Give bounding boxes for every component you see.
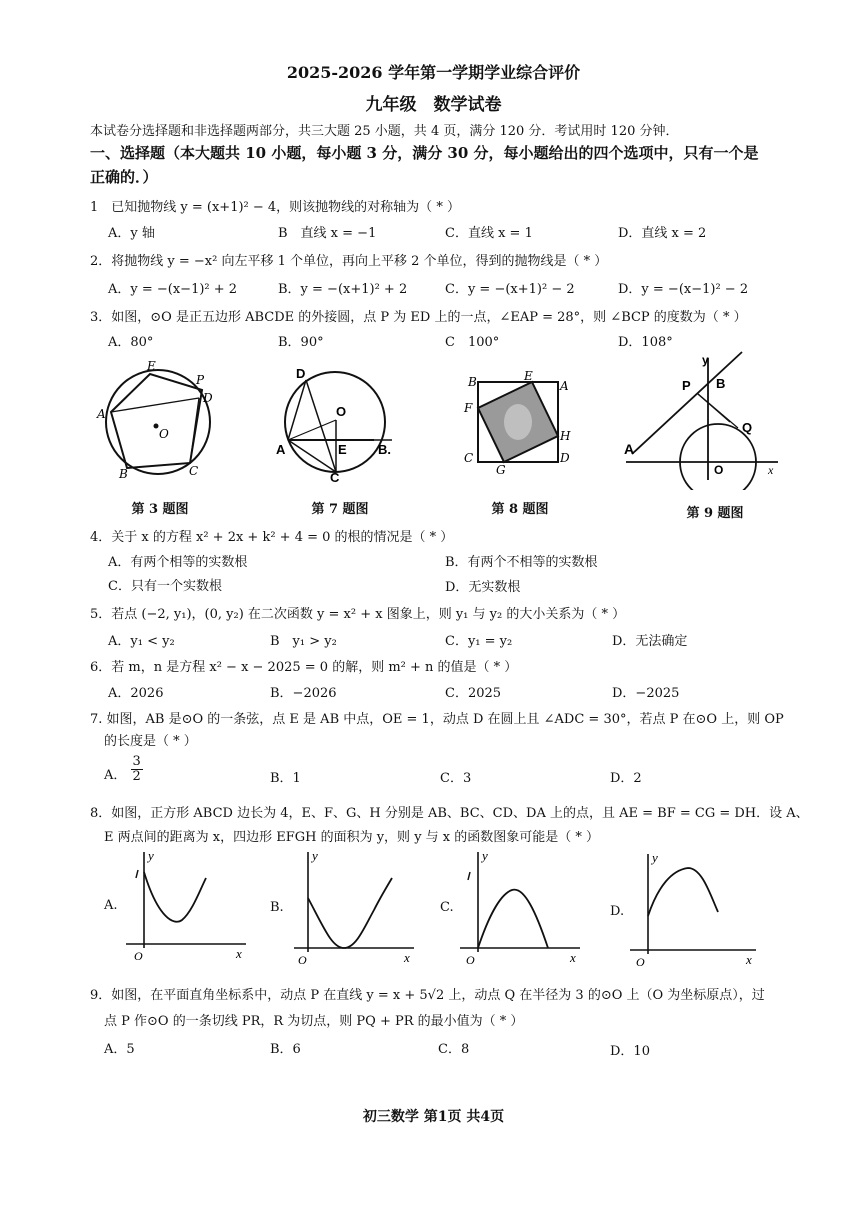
q7-option-b[interactable]: B．1 [270,771,301,786]
section-heading-cont: 正确的．） [90,168,158,186]
figure-3-caption: 第 3 题图 [131,502,189,517]
svg-text:Q: Q [742,420,753,435]
q1-option-c[interactable]: C．直线 x = 1 [445,226,533,241]
q4-option-c[interactable]: C．只有一个实数根 [108,579,222,594]
q9-option-c[interactable]: C．8 [438,1042,470,1057]
question-4-stem: 4．关于 x 的方程 x² + 2x + k² + 4 = 0 的根的情况是（ * ） [90,530,454,545]
svg-text:y: y [482,848,488,863]
svg-text:B.: B. [378,442,391,457]
svg-text:O: O [714,463,724,477]
question-8-stem: 8．如图，正方形 ABCD 边长为 4，E、F、G、H 分别是 AB、BC、CD、DA 上的点，且 AE = BF = CG = DH．设 A、 [90,806,809,821]
q7-option-a-fraction [131,755,143,784]
q8-option-b[interactable]: B. [270,900,284,915]
svg-text:A: A [97,407,106,421]
svg-text:O: O [466,953,475,966]
question-6-stem: 6．若 m，n 是方程 x² − x − 2025 = 0 的解，则 m² + n 的值是（ * ） [90,660,518,675]
svg-text:C: C [189,464,199,478]
svg-text:y: y [702,353,709,367]
svg-text:P: P [682,378,691,393]
question-9-stem: 9．如图，在平面直角坐标系中，动点 P 在直线 y = x + 5√2 上，动点 Q 在半径为 3 的⊙O 上（O 为坐标原点），过 [90,988,765,1003]
svg-text:E: E [147,360,156,373]
q7-option-c[interactable]: C．3 [440,771,472,786]
svg-text:D: D [560,451,570,465]
q2-option-b[interactable]: B．y = −(x+1)² + 2 [278,282,408,297]
q8-graph-c [456,848,586,966]
svg-text:C: C [330,470,340,484]
question-9-stem-cont: 点 P 作⊙O 的一条切线 PR，R 为切点，则 PQ + PR 的最小值为（ * ） [104,1014,524,1029]
q1-option-a[interactable]: A．y 轴 [108,226,155,241]
page-footer: 初三数学 第1页 共4页 [362,1109,505,1125]
svg-text:x: x [768,463,774,477]
figure-7-caption: 第 7 题图 [311,502,369,517]
q9-option-b[interactable]: B．6 [270,1042,301,1057]
q4-option-a[interactable]: A．有两个相等的实数根 [108,555,248,570]
q8-option-d[interactable]: D. [610,904,625,919]
q7-option-a[interactable] [104,754,143,784]
q4-option-b[interactable]: B．有两个不相等的实数根 [445,555,598,570]
svg-text:P: P [196,373,205,387]
figure-8-square [460,370,580,480]
figure-9-coordinate [618,350,788,490]
svg-text:O: O [636,955,645,968]
q1-option-d[interactable]: D．直线 x = 2 [618,226,707,241]
svg-text:F: F [464,401,473,415]
q5-option-c[interactable]: C．y₁ = y₂ [445,634,513,649]
question-1-stem: 1 已知抛物线 y = (x+1)² − 4，则该抛物线的对称轴为（ * ） [90,200,460,215]
q3-option-b[interactable]: B．90° [278,335,324,350]
q6-option-c[interactable]: C．2025 [445,686,502,701]
q3-option-a[interactable]: A．80° [108,335,154,350]
q5-option-b[interactable]: B y₁ > y₂ [270,634,337,649]
q1-option-b[interactable]: B 直线 x = −1 [278,226,377,241]
q9-option-a[interactable]: A．5 [104,1042,135,1057]
exam-intro: 本试卷分选择题和非选择题两部分，共三大题 25 小题，共 4 页，满分 120 分．考试用时 120 分钟． [90,124,679,139]
q8-option-a[interactable]: A. [104,898,118,913]
svg-text:B: B [716,376,726,391]
q8-graph-a [122,848,252,966]
svg-text:x: x [746,952,752,967]
q8-graph-d [626,850,761,968]
question-5-stem: 5．若点 (−2, y₁)，(0, y₂) 在二次函数 y = x² + x 图象上，则 y₁ 与 y₂ 的大小关系为（ * ） [90,607,626,622]
svg-text:C: C [464,451,474,465]
svg-text:A: A [560,379,569,393]
svg-text:y: y [312,848,318,863]
q2-option-d[interactable]: D．y = −(x−1)² − 2 [618,282,749,297]
svg-text:D: D [296,366,306,381]
q2-option-a[interactable]: A．y = −(x−1)² + 2 [108,282,238,297]
section-heading: 一、选择题（本大题共 10 小题，每小题 3 分，满分 30 分，每小题给出的四个选项中，只有一个是 [90,144,759,162]
q9-option-d[interactable]: D．10 [610,1044,650,1059]
fraction-denominator: 2 [132,769,141,784]
q5-option-d[interactable]: D．无法确定 [612,634,688,649]
q6-option-b[interactable]: B．−2026 [270,686,337,701]
svg-text:x: x [570,950,576,965]
svg-text:B: B [468,375,477,389]
svg-text:O: O [134,949,143,963]
q3-option-d[interactable]: D．108° [618,335,673,350]
q2-option-c[interactable]: C．y = −(x+1)² − 2 [445,282,575,297]
svg-text:O: O [159,427,169,441]
figure-9-caption: 第 9 题图 [686,506,744,521]
q6-option-d[interactable]: D．−2025 [612,686,680,701]
question-3-stem: 3．如图，⊙O 是正五边形 ABCDE 的外接圆，点 P 为 ED 上的一点，∠EAP = 28°，则 ∠BCP 的度数为（ * ） [90,310,747,325]
figure-8-caption: 第 8 题图 [491,502,549,517]
svg-text:A: A [624,441,635,457]
svg-text:y: y [652,850,658,865]
svg-text:O: O [298,953,307,966]
q3-option-c[interactable]: C 100° [445,335,500,350]
q6-option-a[interactable]: A．2026 [108,686,164,701]
svg-text:y: y [148,848,154,863]
q8-option-c[interactable]: C. [440,900,454,915]
question-2-stem: 2．将抛物线 y = −x² 向左平移 1 个单位，再向上平移 2 个单位，得到的抛物线是（ * ） [90,254,608,269]
svg-text:H: H [560,429,571,443]
q8-graph-b [290,848,420,966]
question-7-stem-cont: 的长度是（ * ） [104,734,197,749]
svg-text:B: B [119,467,128,481]
question-8-stem-cont: E 两点间的距离为 x，四边形 EFGH 的面积为 y，则 y 与 x 的函数图象可能是（ * ） [104,830,600,845]
question-7-stem: 7. 如图，AB 是⊙O 的一条弦，点 E 是 AB 中点，OE = 1，动点 D 在圆上且 ∠ADC = 30°，若点 P 在⊙O 上，则 OP [90,712,784,727]
q7-option-d[interactable]: D．2 [610,771,642,786]
svg-text:O: O [336,404,347,419]
svg-text:x: x [236,946,242,961]
fraction-numerator: 3 [132,754,141,769]
q4-option-d[interactable]: D．无实数根 [445,580,521,595]
svg-text:G: G [496,463,506,477]
figure-7-circle-chord [270,362,410,484]
svg-text:E: E [524,370,533,383]
q7-option-a-label: A． [104,768,127,783]
svg-text:E: E [338,442,347,457]
q5-option-a[interactable]: A．y₁ < y₂ [108,634,175,649]
svg-text:D: D [203,391,213,405]
exam-subtitle: 九年级 数学试卷 [365,95,502,115]
exam-title: 2025-2026 学年第一学期学业综合评价 [286,63,581,82]
svg-text:x: x [404,950,410,965]
figure-3-pentagon-circle [95,360,225,485]
svg-text:A: A [276,442,286,457]
